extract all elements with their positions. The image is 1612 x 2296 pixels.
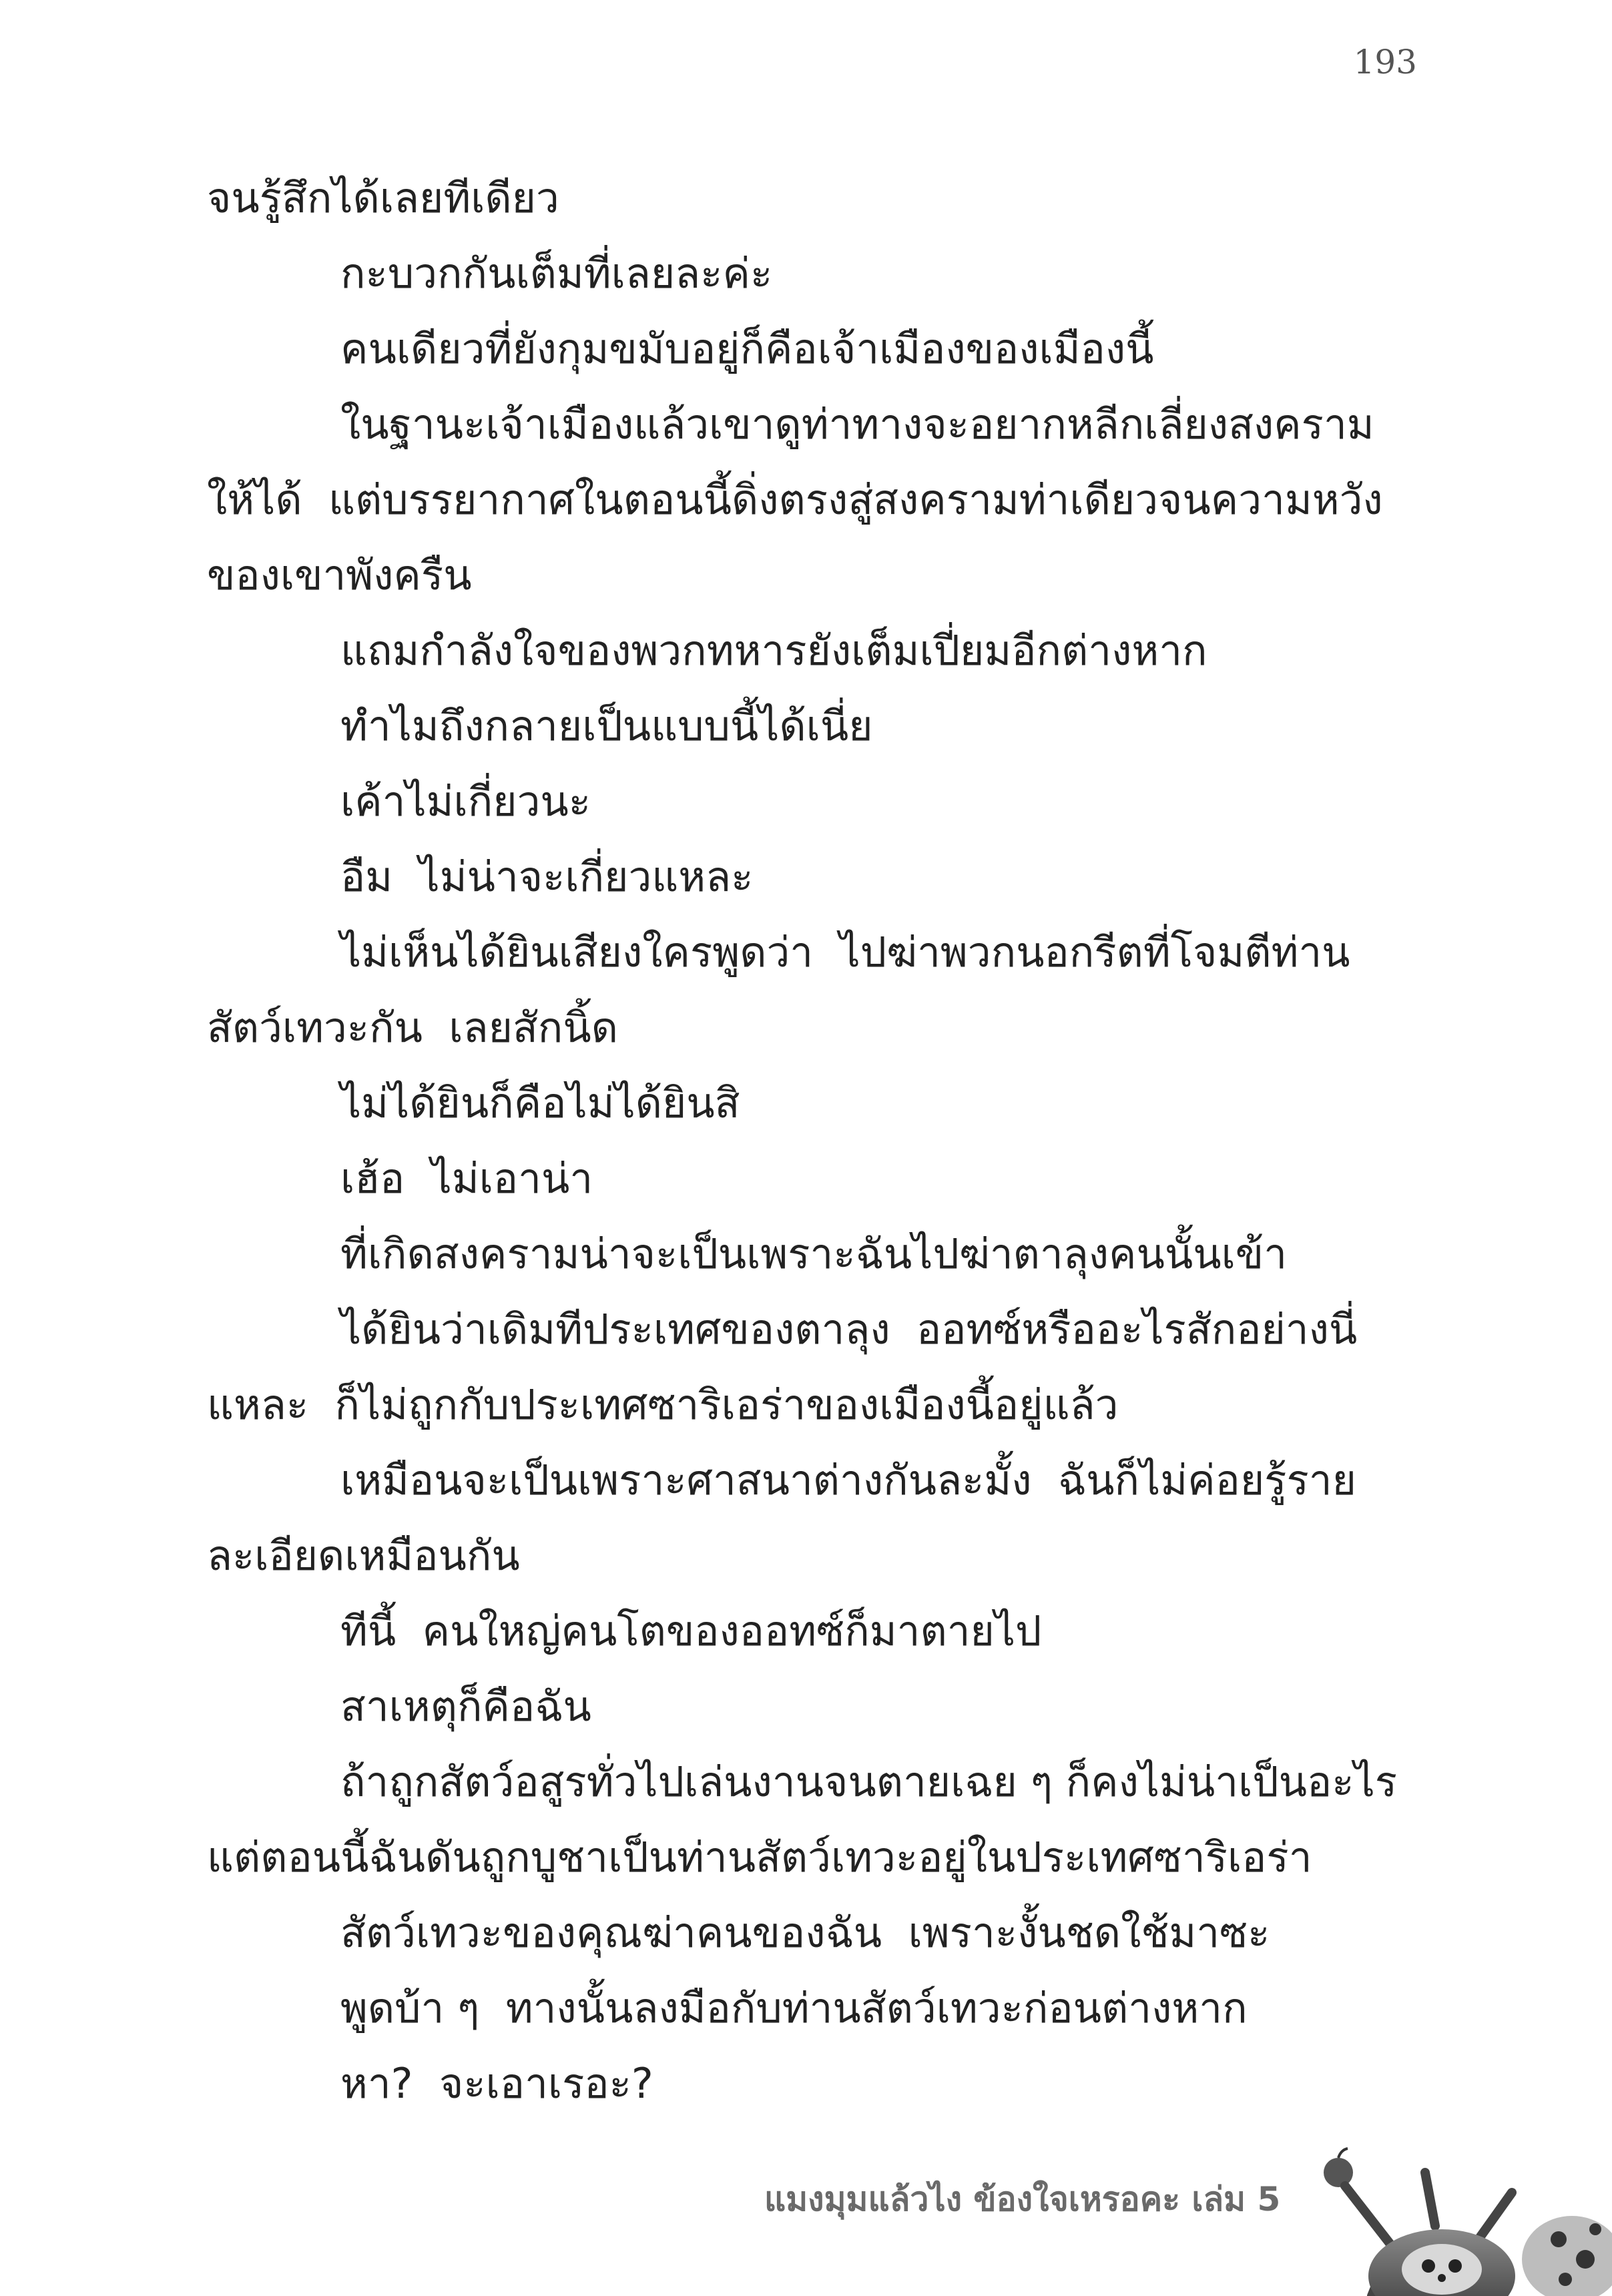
body-text [207, 160, 1415, 2121]
paragraph: ได้ยินว่าเดิมทีประเทศของตาลุง ออทซ์หรืออะไรสักอย่างนี่แหละ ก็ไม่ถูกกับประเทศซาริเอร่าของเมืองนี้อยู่แล้ว [207, 1305, 1358, 1429]
paragraph: ที่เกิดสงครามน่าจะเป็นเพราะฉันไปฆ่าตาลุงคนนั้นเข้า [340, 1229, 1288, 1278]
paragraph: ไม่ได้ยินก็คือไม่ได้ยินสิ [340, 1079, 740, 1127]
paragraph: เฮ้อ ไม่เอาน่า [340, 1154, 593, 1203]
paragraph: อืม ไม่น่าจะเกี่ยวแหละ [340, 852, 754, 901]
paragraph: เหมือนจะเป็นเพราะศาสนาต่างกันละมั้ง ฉันก็ไม่ค่อยรู้รายละเอียดเหมือนกัน [207, 1456, 1356, 1580]
paragraph: ถ้าถูกสัตว์อสูรทั่วไปเล่นงานจนตายเฉย ๆ ก็คงไม่น่าเป็นอะไรแต่ตอนนี้ฉันดันถูกบูชาเป็นท่านสัตว์เทวะอยู่ในประเทศซาริเอร่า [207, 1757, 1398, 1882]
page-number: 193 [1353, 43, 1417, 81]
paragraph: กะบวกกันเต็มที่เลยละค่ะ [340, 249, 773, 298]
paragraph: คนเดียวที่ยังกุมขมับอยู่ก็คือเจ้าเมืองของเมืองนี้ [340, 324, 1154, 373]
spider-mascot-icon [1292, 2146, 1612, 2296]
paragraph: สัตว์เทวะของคุณฆ่าคนของฉัน เพราะงั้นชดใช้มาซะ [340, 1908, 1270, 1957]
paragraph: ทำไมถึงกลายเป็นแบบนี้ได้เนี่ย [340, 701, 873, 750]
paragraph: เค้าไม่เกี่ยวนะ [340, 777, 591, 826]
paragraph: แถมกำลังใจของพวกทหารยังเต็มเปี่ยมอีกต่างหาก [340, 626, 1207, 675]
paragraph: สาเหตุก็คือฉัน [340, 1682, 591, 1731]
footer-book-title: แมงมุมแล้วไง ข้องใจเหรอคะ เล่ม 5 [764, 2180, 1281, 2219]
paragraph: ไม่เห็นได้ยินเสียงใครพูดว่า ไปฆ่าพวกนอกรีตที่โจมตีท่านสัตว์เทวะกัน เลยสักนิ้ด [207, 928, 1350, 1052]
paragraph: จนรู้สึกได้เลยทีเดียว [207, 174, 559, 222]
paragraph: หา? จะเอาเรอะ? [340, 2059, 653, 2108]
paragraph: พูดบ้า ๆ ทางนั้นลงมือกับท่านสัตว์เทวะก่อนต่างหาก [340, 1984, 1248, 2032]
paragraph: ในฐานะเจ้าเมืองแล้วเขาดูท่าทางจะอยากหลีกเลี่ยงสงครามให้ได้ แต่บรรยากาศในตอนนี้ดิ่งตรงสู่สงครามท่าเดียวจนความหวังของเขาพังครืน [207, 400, 1383, 599]
paragraph: ทีนี้ คนใหญ่คนโตของออทซ์ก็มาตายไป [340, 1607, 1042, 1655]
